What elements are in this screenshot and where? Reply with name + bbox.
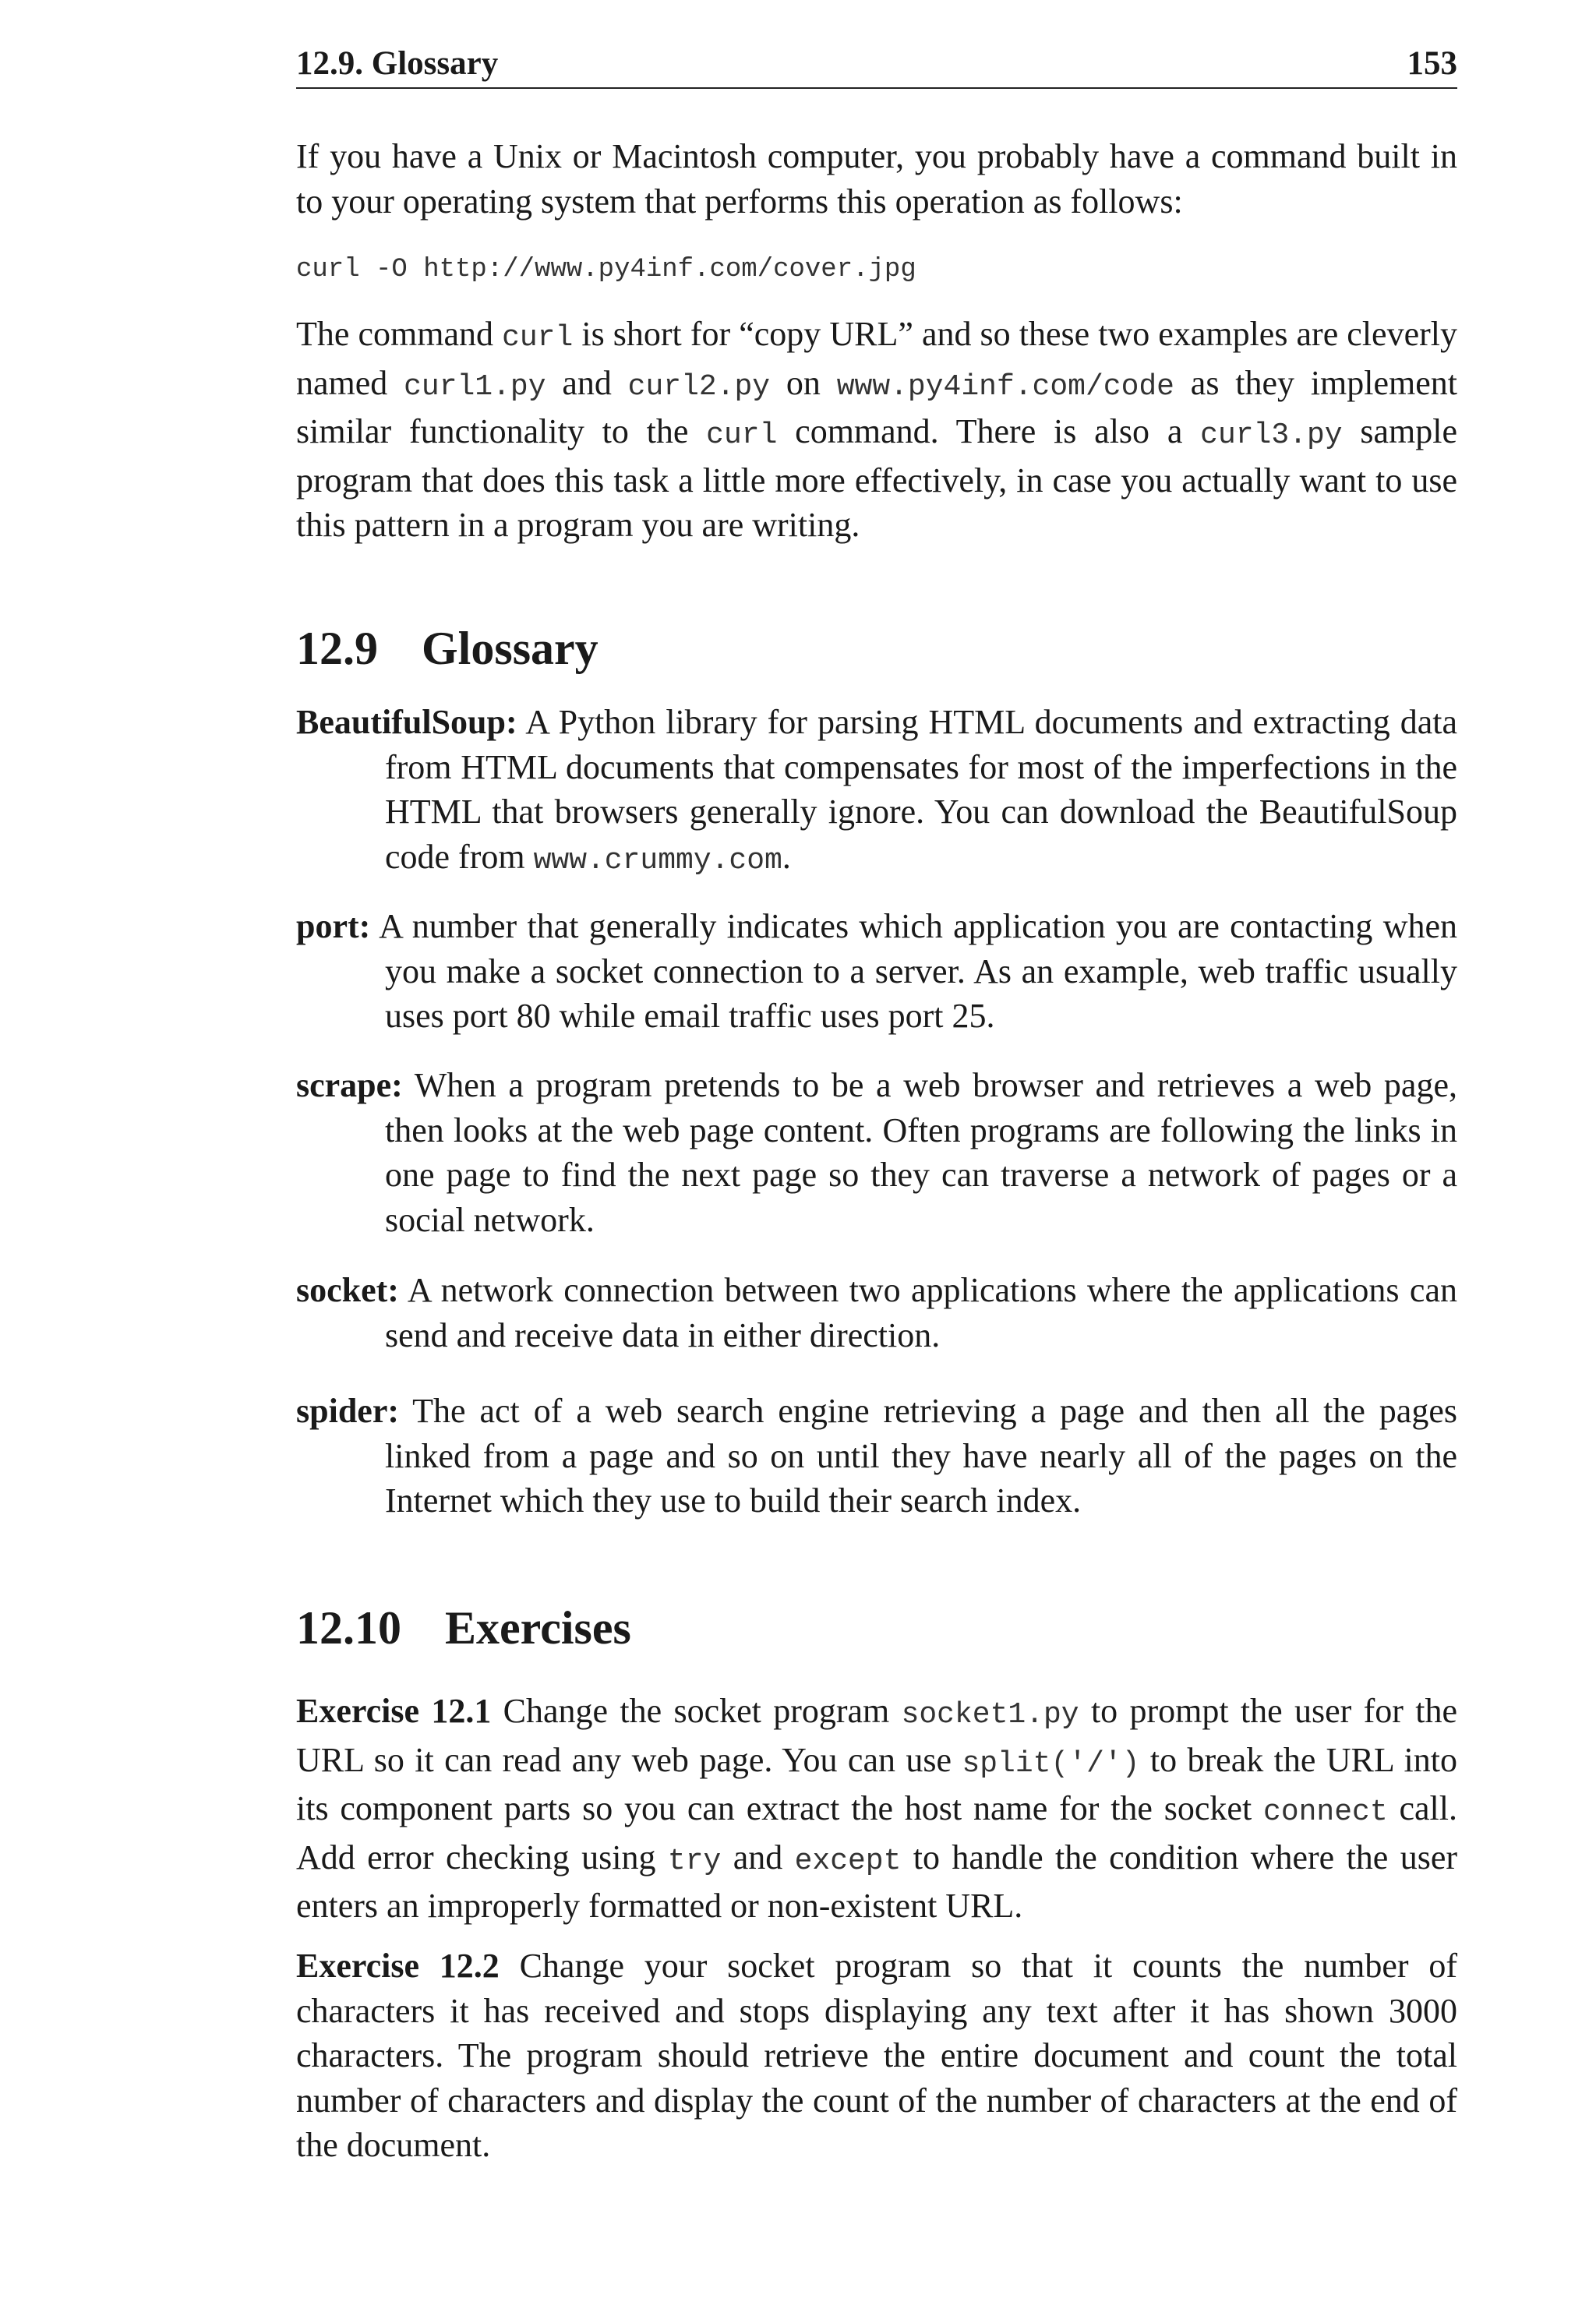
exercises-heading <box>296 1601 631 1655</box>
glossary-entry-beautifulsoup: BeautifulSoup: A Python library for parsing HTML documents and extracting data from HTML documents that compensates for most of the imperfections in the HTML that browsers generally ignore. You can download the BeautifulSoup code from www.crummy.com. <box>296 703 1457 877</box>
inline-code: socket1.py <box>901 1698 1079 1732</box>
glossary-term: scrape: <box>296 1066 403 1104</box>
inline-code: connect <box>1263 1795 1388 1829</box>
exercise-label: Exercise 12.1 <box>296 1692 492 1730</box>
glossary-heading <box>296 621 598 676</box>
page-number: 153 <box>1407 45 1457 82</box>
section-number: 12.9 <box>296 623 378 674</box>
inline-code: curl2.py <box>627 369 771 404</box>
running-header <box>296 41 1457 89</box>
inline-code: split('/') <box>962 1746 1140 1781</box>
header-section-title: 12.9. Glossary <box>296 45 499 82</box>
glossary-term: socket: <box>296 1271 399 1309</box>
glossary-entry-scrape: scrape: When a program pretends to be a web browser and retrieves a web page, then looks at the web page content. Often programs are following the links in one page to find the next page so they can traverse a network of pages or a social network. <box>296 1066 1457 1239</box>
glossary-term: spider: <box>296 1392 399 1430</box>
inline-code: curl1.py <box>404 369 546 404</box>
intro-paragraph: If you have a Unix or Macintosh computer, you probably have a command built in to your operating system that performs this operation as follows: <box>296 137 1457 221</box>
inline-code: curl3.py <box>1200 418 1343 452</box>
section-number: 12.10 <box>296 1602 401 1654</box>
glossary-entry-spider: spider: The act of a web search engine retrieving a page and then all the pages linked from a page and so on until they have nearly all of the pages on the Internet which they use to build their search index. <box>296 1392 1457 1520</box>
section-title-text: Glossary <box>422 623 598 674</box>
inline-code: www.py4inf.com/code <box>836 369 1174 404</box>
glossary-entry-socket: socket: A network connection between two applications where the applications can send and receive data in either direction. <box>296 1271 1457 1354</box>
exercise-12-2: Exercise 12.2 Change your socket program so that it counts the number of characters it has received and stops displaying any text after it has shown 3000 characters. The program should retrieve the entire document and count the total number of characters and display the count of the number of characters at the end of the document. <box>296 1947 1457 2164</box>
inline-code: www.crummy.com <box>533 843 782 877</box>
exercise-label: Exercise 12.2 <box>296 1947 500 1985</box>
inline-code: except <box>794 1844 902 1878</box>
inline-code: curl <box>706 418 778 452</box>
curl-explanation-paragraph: The command curl is short for “copy URL” and so these two examples are cleverly named curl1.py and curl2.py on www.py4inf.com/code as they implement similar functionality to the curl command. There is also a curl3.py sample program that does this task a little more effectively, in case you actually want to use this pattern in a program you are writing. <box>296 315 1457 544</box>
section-title-text: Exercises <box>445 1602 631 1654</box>
exercise-12-1: Exercise 12.1 Change the socket program socket1.py to prompt the user for the URL so it can read any web page. You can use split('/') to break the URL into its component parts so you can extract the host name for the socket connect call. Add error checking using try and except to handle the condition where the user enters an improperly formatted or non-existent URL. <box>296 1692 1458 1925</box>
glossary-term: BeautifulSoup: <box>296 703 517 741</box>
inline-code: try <box>667 1844 722 1878</box>
glossary-term: port: <box>296 907 371 945</box>
inline-code: curl <box>502 321 574 355</box>
glossary-entry-port: port: A number that generally indicates which application you are contacting when you make a socket connection to a server. As an example, web traffic usually uses port 80 while email traffic uses port 25. <box>296 907 1457 1035</box>
curl-command-code: curl -O http://www.py4inf.com/cover.jpg <box>296 255 916 284</box>
